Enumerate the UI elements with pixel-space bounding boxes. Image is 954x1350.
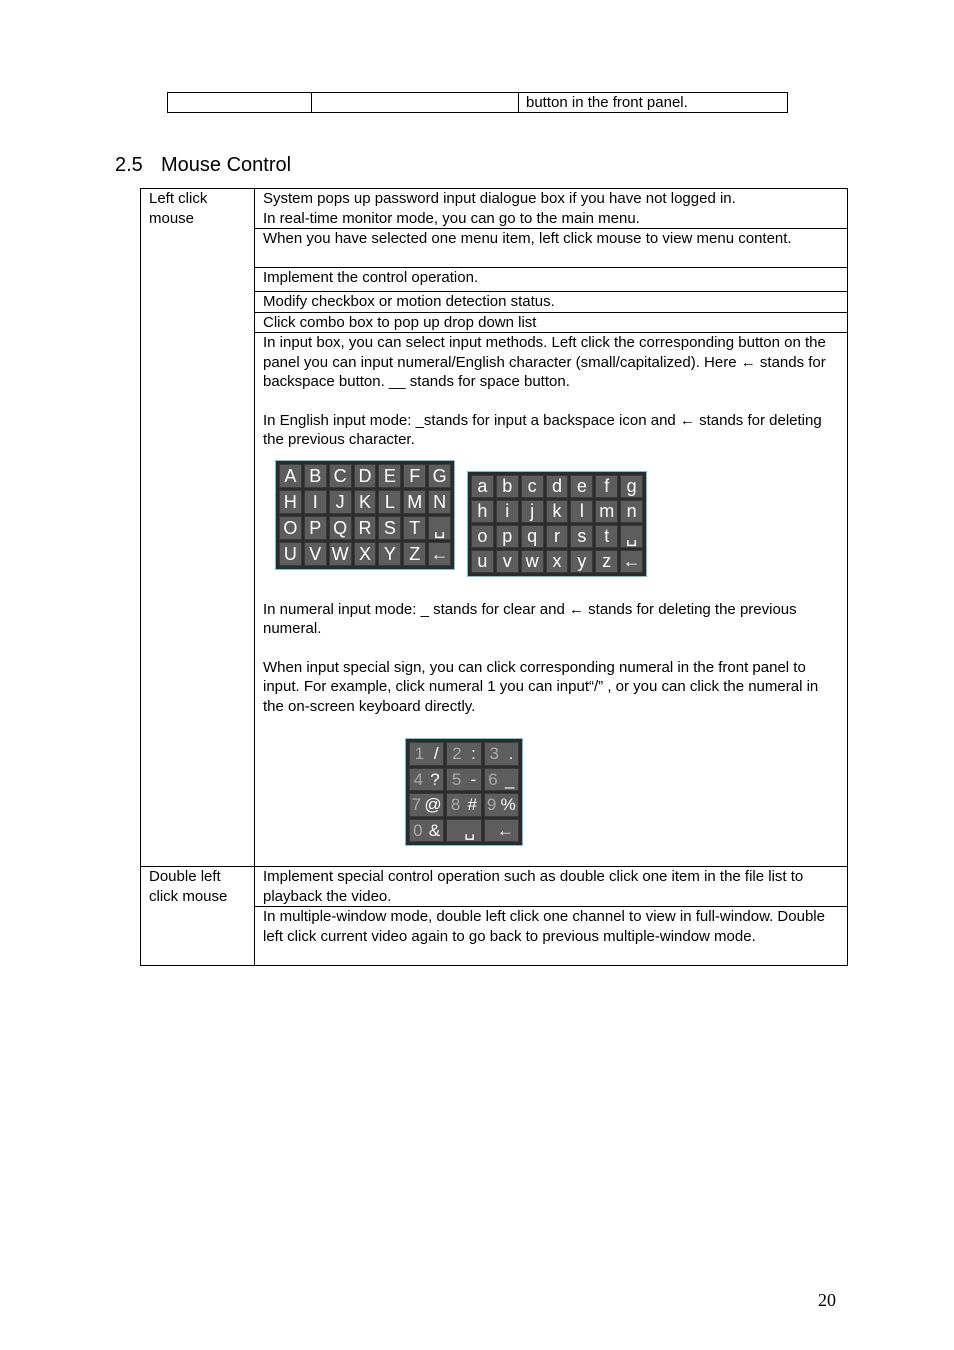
key-button[interactable]: s (570, 525, 593, 548)
key-button[interactable]: t (595, 525, 618, 548)
key-button[interactable]: P (304, 516, 327, 540)
key-button[interactable]: D (354, 464, 377, 488)
table-cell: button in the front panel. (519, 93, 788, 113)
key-symbol: ␣ (464, 820, 476, 840)
left-click-label: Left click mouse (141, 189, 255, 867)
cell-text: In real-time monitor mode, you can go to the main menu. (263, 209, 640, 227)
key-button[interactable]: H (279, 490, 302, 514)
section-title: Mouse Control (161, 154, 292, 176)
cell-text: When you have selected one menu item, left click mouse to view menu content. (263, 230, 792, 247)
numeric-key-button[interactable] (484, 793, 519, 817)
key-button[interactable]: ␣ (620, 525, 643, 548)
cell-text: Implement special control operation such as double click one item in the file list to playback the video. (263, 868, 804, 905)
key-button[interactable]: S (378, 516, 401, 540)
key-numeral: 3 (489, 744, 499, 763)
cell-text: In English input mode: _stands for input a backspace icon and ← stands for deleting the previous character. (263, 411, 822, 448)
key-numeral: 1 (414, 744, 425, 763)
key-symbol: # (467, 795, 478, 814)
cell-text: Modify checkbox or motion detection status. (263, 293, 555, 310)
key-symbol: : (471, 744, 476, 763)
cell-text: Implement the control operation. (263, 269, 479, 286)
key-button[interactable]: k (546, 500, 569, 523)
key-symbol: _ (504, 769, 515, 789)
numeric-key-button[interactable] (484, 819, 519, 843)
key-numeral: 6 (488, 769, 498, 789)
table-cell (312, 93, 519, 113)
key-numeral: 9 (486, 795, 497, 814)
key-button[interactable]: ␣ (428, 516, 451, 540)
key-button[interactable]: G (428, 464, 451, 488)
numeric-keyboard (405, 738, 523, 846)
mouse-control-table (140, 188, 848, 966)
numeric-key-button[interactable] (484, 742, 519, 766)
key-button[interactable]: q (521, 525, 544, 548)
key-symbol: ← (496, 820, 514, 840)
key-numeral: 7 (411, 795, 422, 814)
double-click-label: Double left click mouse (141, 867, 255, 966)
key-button[interactable]: m (595, 500, 618, 523)
cell-text: In numeral input mode: _ stands for clear and ← stands for deleting the previous numeral. (263, 600, 797, 637)
key-button[interactable]: c (521, 475, 544, 498)
key-button[interactable]: p (496, 525, 519, 548)
key-button[interactable]: g (620, 475, 643, 498)
uppercase-keyboard (275, 460, 455, 570)
continued-table (167, 92, 788, 113)
key-button[interactable]: h (471, 500, 494, 523)
key-button[interactable]: ← (620, 550, 643, 573)
key-symbol: . (508, 744, 514, 763)
table-cell (255, 867, 848, 907)
key-button[interactable]: V (304, 542, 327, 566)
key-button[interactable]: e (570, 475, 593, 498)
key-button[interactable]: K (354, 490, 377, 514)
key-button[interactable]: X (354, 542, 377, 566)
key-button[interactable]: R (354, 516, 377, 540)
cell-text: System pops up password input dialogue box if you have not logged in. (263, 190, 736, 207)
key-button[interactable]: j (521, 500, 544, 523)
key-button[interactable]: v (496, 550, 519, 573)
key-button[interactable]: T (403, 516, 426, 540)
key-button[interactable]: o (471, 525, 494, 548)
key-symbol: ? (430, 769, 440, 789)
key-button[interactable]: w (521, 550, 544, 573)
key-numeral: 5 (451, 769, 462, 789)
numeric-key-button[interactable] (409, 742, 444, 766)
key-button[interactable]: A (279, 464, 302, 488)
key-button[interactable]: Z (403, 542, 426, 566)
key-button[interactable]: C (329, 464, 352, 488)
lowercase-keyboard (467, 471, 647, 577)
input-box-cell (255, 333, 848, 867)
key-symbol: @ (424, 795, 442, 814)
numeric-key-button[interactable] (446, 742, 481, 766)
cell-text: Click combo box to pop up drop down list (263, 313, 537, 331)
numeric-key-button[interactable] (446, 793, 481, 817)
key-numeral: 4 (413, 769, 424, 789)
key-numeral: 0 (413, 820, 423, 840)
key-button[interactable]: r (546, 525, 569, 548)
key-button[interactable]: ← (428, 542, 451, 566)
key-button[interactable]: f (595, 475, 618, 498)
key-button[interactable]: Q (329, 516, 352, 540)
numeric-key-button[interactable] (484, 768, 519, 792)
numeric-key-button[interactable] (446, 768, 481, 792)
key-button[interactable]: z (595, 550, 618, 573)
key-button[interactable]: x (546, 550, 569, 573)
key-symbol: & (428, 820, 441, 840)
key-button[interactable]: E (378, 464, 401, 488)
key-button[interactable]: F (403, 464, 426, 488)
table-cell (255, 189, 848, 229)
key-button[interactable]: b (496, 475, 519, 498)
key-button[interactable]: U (279, 542, 302, 566)
key-button[interactable]: d (546, 475, 569, 498)
table-cell (168, 93, 312, 113)
key-button[interactable]: y (570, 550, 593, 573)
key-button[interactable]: W (329, 542, 352, 566)
letter-keyboards (263, 460, 839, 578)
table-cell (255, 312, 848, 333)
key-symbol: / (433, 744, 439, 763)
table-cell (255, 292, 848, 313)
table-cell (255, 268, 848, 292)
key-numeral: 8 (450, 795, 461, 814)
key-button[interactable]: M (403, 490, 426, 514)
key-button[interactable]: N (428, 490, 451, 514)
key-button[interactable]: I (304, 490, 327, 514)
section-number: 2.5 (115, 154, 143, 176)
key-button[interactable]: n (620, 500, 643, 523)
key-button[interactable]: l (570, 500, 593, 523)
numeric-key-button[interactable] (409, 768, 444, 792)
key-symbol: - (470, 769, 477, 789)
key-button[interactable]: L (378, 490, 401, 514)
numeric-key-button[interactable] (409, 793, 444, 817)
key-numeral: 2 (452, 744, 462, 763)
page-number: 20 (818, 1290, 836, 1310)
key-button[interactable]: u (471, 550, 494, 573)
cell-text: In multiple-window mode, double left click one channel to view in full-window. Double left click current video again to go back to previous multiple-window mode. (263, 908, 825, 945)
key-button[interactable]: J (329, 490, 352, 514)
key-button[interactable]: B (304, 464, 327, 488)
key-button[interactable]: a (471, 475, 494, 498)
numeric-keyboard-wrap (263, 738, 839, 846)
key-button[interactable]: Y (378, 542, 401, 566)
numeric-key-button[interactable] (409, 819, 444, 843)
key-symbol: % (500, 795, 516, 814)
key-button[interactable]: O (279, 516, 302, 540)
table-cell (255, 229, 848, 268)
section-heading (115, 152, 291, 178)
table-cell (255, 907, 848, 966)
numeric-key-button[interactable] (446, 819, 481, 843)
cell-text: When input special sign, you can click corresponding numeral in the front panel to input. For example, click numeral 1 you can input“/” , or you can click the numeral in the on-screen keyboard directly. (263, 658, 819, 715)
key-button[interactable]: i (496, 500, 519, 523)
cell-text: In input box, you can select input methods. Left click the corresponding button on the panel you can input numeral/English character (small/capitalized). Here ← stands for backspace button. __ stands for space button. (263, 334, 826, 390)
